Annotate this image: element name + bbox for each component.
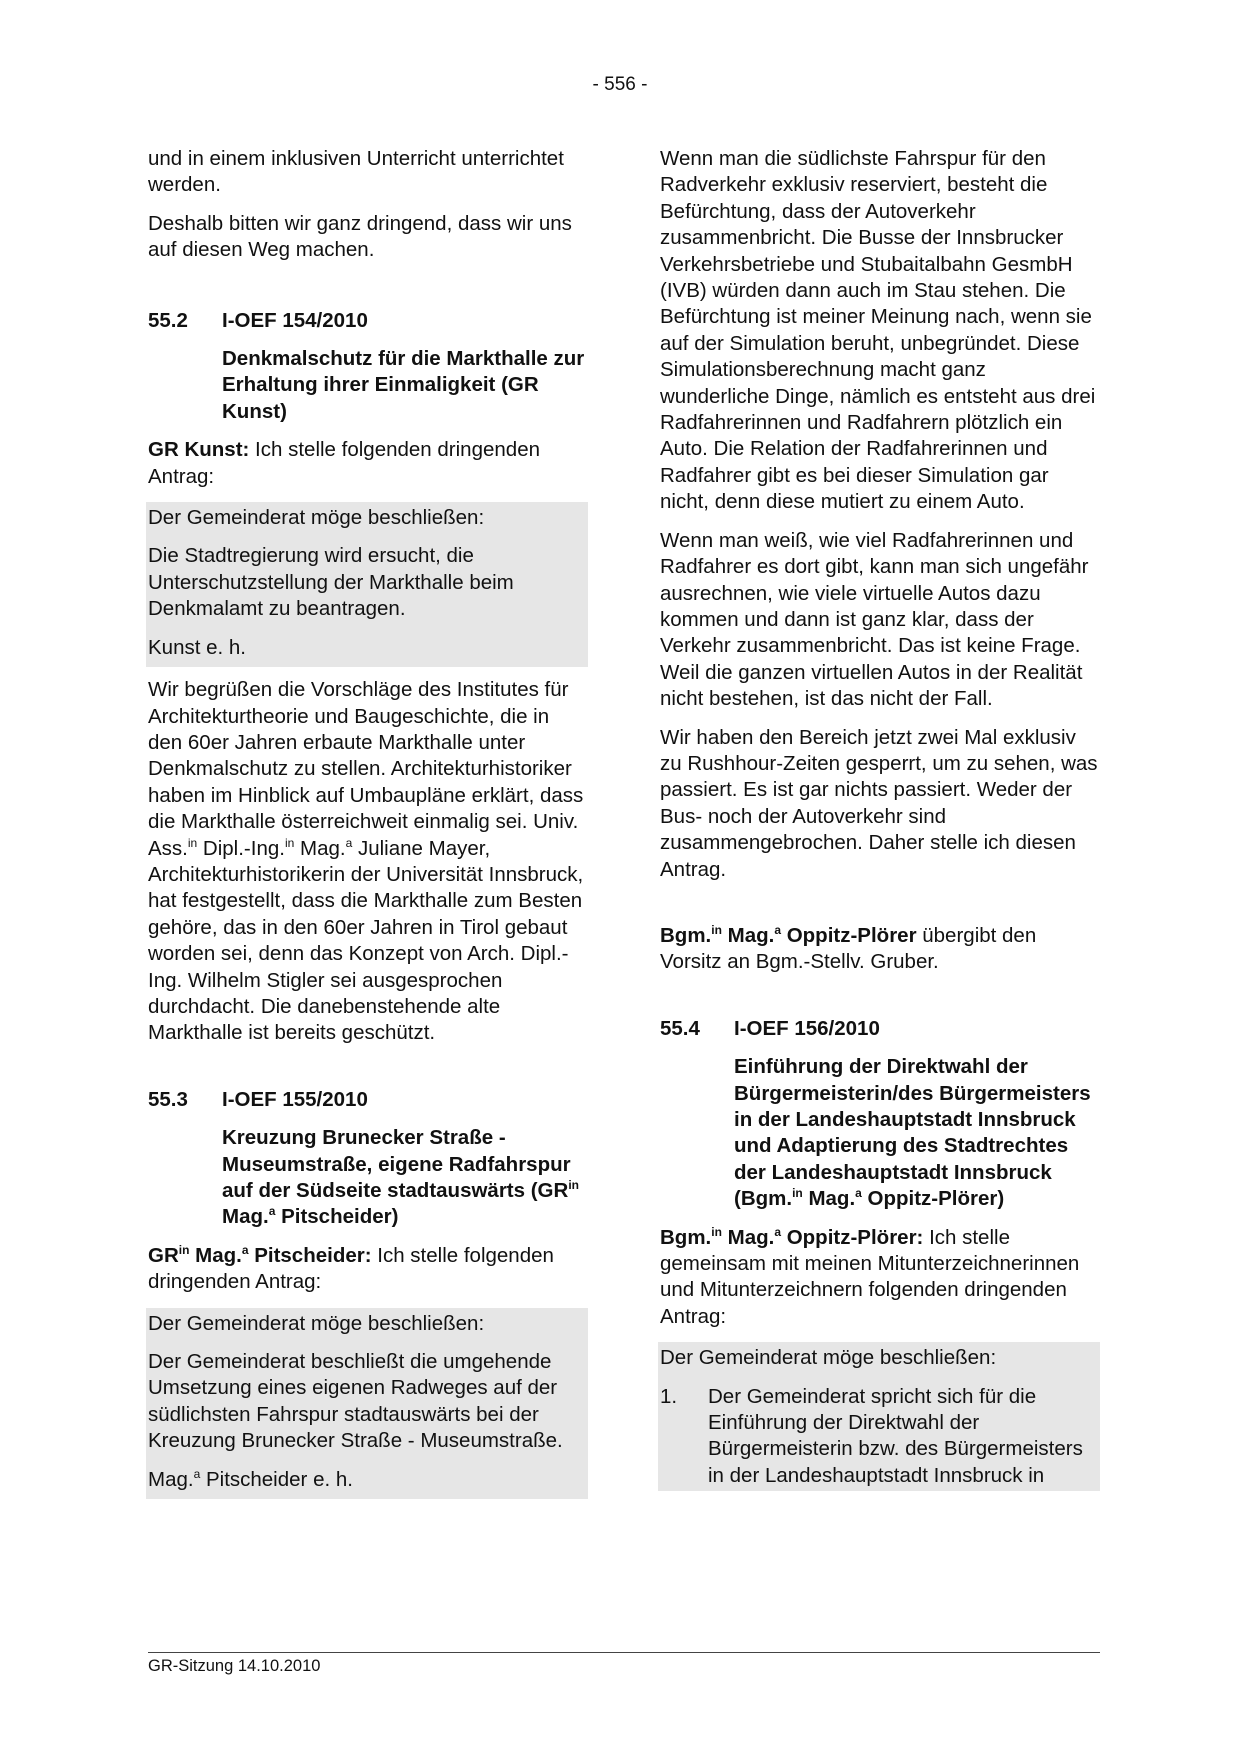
text: Mag. xyxy=(222,1205,269,1229)
footer: GR-Sitzung 14.10.2010 xyxy=(148,1657,321,1675)
text: GR xyxy=(148,1243,179,1267)
text: Mag. xyxy=(294,836,346,860)
superscript: in xyxy=(568,1178,579,1192)
section-code: I-OEF 154/2010 xyxy=(222,308,368,332)
text: Juliane Mayer, Architekturhistorikerin der Universität Innsbruck, hat festgestellt, dass die Markthalle zum Besten gehöre, das in den 60er Jahren in Tirol gebaut worden sei, denn das Konzept von Arch. Dipl.-Ing. Wilhelm Stigler sei ausgesprochen durchdacht. Die danebenstehende alte Markthalle ist bereits geschützt. xyxy=(148,836,584,1045)
section-title xyxy=(222,1125,588,1231)
paragraph: Wenn man die südlichste Fahrspur für den Radverkehr exklusiv reserviert, besteht die Befürchtung, dass der Autoverkehr zusammenbricht. Die Busse der Innsbrucker Verkehrsbetriebe und Stubaitalbahn GesmbH (IVB) würden dann auch im Stau stehen. Die Befürchtung ist meiner Meinung nach, wenn sie auf der Simulation beruht, unbegründet. Diese Simulationsberechnung macht ganz wunderliche Dinge, nämlich es entsteht aus drei Radfahrerinnen und Radfahrern plötzlich ein Auto. Die Relation der Radfahrerinnen und Radfahrer gibt es bei dieser Simulation gar nicht, denn diese mutiert zu einem Auto. xyxy=(660,147,1096,514)
superscript: in xyxy=(711,1224,722,1239)
text: Dipl.-Ing. xyxy=(197,836,285,860)
speaker-name xyxy=(660,924,917,947)
footer-divider xyxy=(148,1652,1100,1653)
superscript: a xyxy=(193,1466,201,1481)
superscript: in xyxy=(792,1186,803,1201)
superscript: in xyxy=(178,1242,190,1257)
superscript: a xyxy=(345,835,353,850)
speaker-text: Ich stelle gemeinsam mit meinen Mitunterzeichnerinnen und Mitunterzeichnern folgenden dringenden Antrag: xyxy=(660,1225,1080,1328)
motion-text: Die Stadtregierung wird ersucht, die Unterschutzstellung der Markthalle beim Denkmalamt zu beantragen. xyxy=(148,544,514,621)
superscript: a xyxy=(774,1224,782,1239)
superscript: in xyxy=(284,835,295,850)
motion-signature: Kunst e. h. xyxy=(148,635,247,659)
section-number: 55.4 xyxy=(660,1016,700,1040)
text: Pitscheider e. h. xyxy=(200,1467,353,1491)
motion-signature xyxy=(148,1467,586,1493)
superscript: a xyxy=(241,1242,249,1257)
section-number: 55.3 xyxy=(148,1087,188,1111)
list-number: 1. xyxy=(660,1384,678,1408)
speaker-text: Ich stelle folgenden dringenden Antrag: xyxy=(148,1243,554,1294)
motion-intro: Der Gemeinderat möge beschließen: xyxy=(660,1346,997,1370)
superscript: in xyxy=(187,835,198,850)
text: Bgm. xyxy=(660,1225,712,1249)
speaker-name xyxy=(148,1244,372,1267)
text: Einführung der Direktwahl der Bürgermeisterin/des Bürgermeisters in der Landeshauptstadt Innsbruck und Adaptierung des Stadtrechtes der Landeshauptstadt Innsbruck (Bgm. xyxy=(734,1055,1091,1211)
section-code: I-OEF 156/2010 xyxy=(734,1016,880,1040)
speaker-paragraph xyxy=(148,437,588,490)
text: Bgm. xyxy=(660,923,712,947)
speaker-name xyxy=(660,1226,923,1249)
section-heading-55-4 xyxy=(660,1016,1100,1042)
right-column xyxy=(660,146,1100,1501)
section-heading-55-2 xyxy=(148,308,588,334)
superscript: a xyxy=(774,922,782,937)
text: Kreuzung Brunecker Straße - Museumstraße, eigene Radfahrspur auf der Südseite stadtauswärts (GR xyxy=(222,1126,571,1202)
paragraph: Wenn man weiß, wie viel Radfahrerinnen und Radfahrer es dort gibt, kann man sich ungefähr ausrechnen, wie viele virtuelle Autos dazu kommen und dann ist ganz klar, dass der Verkehr zusammenbricht. Das ist keine Frage. Weil die ganzen virtuellen Autos in der Realität nicht bestehen, ist das nicht der Fall. xyxy=(660,528,1089,711)
page-number: - 556 - xyxy=(592,74,648,95)
paragraph xyxy=(148,677,588,1047)
section-number: 55.2 xyxy=(148,308,188,332)
motion-intro: Der Gemeinderat möge beschließen: xyxy=(148,1311,485,1335)
paragraph: und in einem inklusiven Unterricht unterrichtet werden. xyxy=(148,147,564,197)
text: Mag. xyxy=(721,923,775,947)
text: Wir begrüßen die Vorschläge des Institutes für Architekturtheorie und Baugeschichte, die in den 60er Jahren erbaute Markthalle unter Denkmalschutz zu stellen. Architekturhistoriker haben im Hinblick auf Umbaupläne erklärt, dass die Markthalle österreichweit einmalig sei. Univ. Ass. xyxy=(148,678,584,860)
list-text: Der Gemeinderat spricht sich für die Einführung der Direktwahl der Bürgermeisterin bzw. des Bürgermeisters in der Landeshauptstadt Innsbruck in xyxy=(708,1384,1083,1487)
section-title xyxy=(734,1054,1100,1212)
motion-box xyxy=(146,1308,588,1499)
superscript: in xyxy=(711,922,722,937)
section-title: Denkmalschutz für die Markthalle zur Erhaltung ihrer Einmaligkeit (GR Kunst) xyxy=(222,347,585,423)
superscript: a xyxy=(855,1186,862,1201)
speaker-name: GR Kunst: xyxy=(148,438,250,462)
section-code: I-OEF 155/2010 xyxy=(222,1087,368,1111)
text: übergibt den Vorsitz an Bgm.-Stellv. Gruber. xyxy=(660,923,1037,974)
paragraph: Wir haben den Bereich jetzt zwei Mal exklusiv zu Rushhour-Zeiten gesperrt, um zu sehen, was passiert. Es ist gar nichts passiert. Weder der Bus- noch der Autoverkehr sind zusammengebrochen. Daher stelle ich diesen Antrag. xyxy=(660,725,1098,881)
motion-box xyxy=(658,1342,1100,1491)
text: Mag. xyxy=(802,1187,856,1211)
text: Mag. xyxy=(148,1467,194,1491)
text: Pitscheider: xyxy=(248,1243,372,1267)
text: Oppitz-Plörer) xyxy=(861,1187,1005,1211)
paragraph: Deshalb bitten wir ganz dringend, dass wir uns auf diesen Weg machen. xyxy=(148,211,572,262)
motion-text: Der Gemeinderat beschließt die umgehende Umsetzung eines eigenen Radweges auf der südlichsten Fahrspur stadtauswärts bei der Kreuzung Brunecker Straße - Museumstraße. xyxy=(148,1350,563,1453)
motion-intro: Der Gemeinderat möge beschließen: xyxy=(148,506,485,530)
speaker-paragraph xyxy=(660,1225,1100,1331)
speaker-paragraph xyxy=(148,1243,588,1296)
speaker-text: Ich stelle folgenden dringenden Antrag: xyxy=(148,438,540,488)
motion-box xyxy=(146,502,588,667)
section-heading-55-3 xyxy=(148,1087,588,1113)
text: Pitscheider) xyxy=(275,1205,399,1229)
list-item xyxy=(660,1384,1098,1490)
text: Mag. xyxy=(721,1225,775,1249)
superscript: a xyxy=(268,1204,276,1219)
text: Mag. xyxy=(189,1243,242,1267)
chair-handover xyxy=(660,923,1100,976)
text: Oppitz-Plörer: xyxy=(781,1225,924,1249)
left-column xyxy=(148,146,588,1509)
text: Oppitz-Plörer xyxy=(781,923,917,947)
